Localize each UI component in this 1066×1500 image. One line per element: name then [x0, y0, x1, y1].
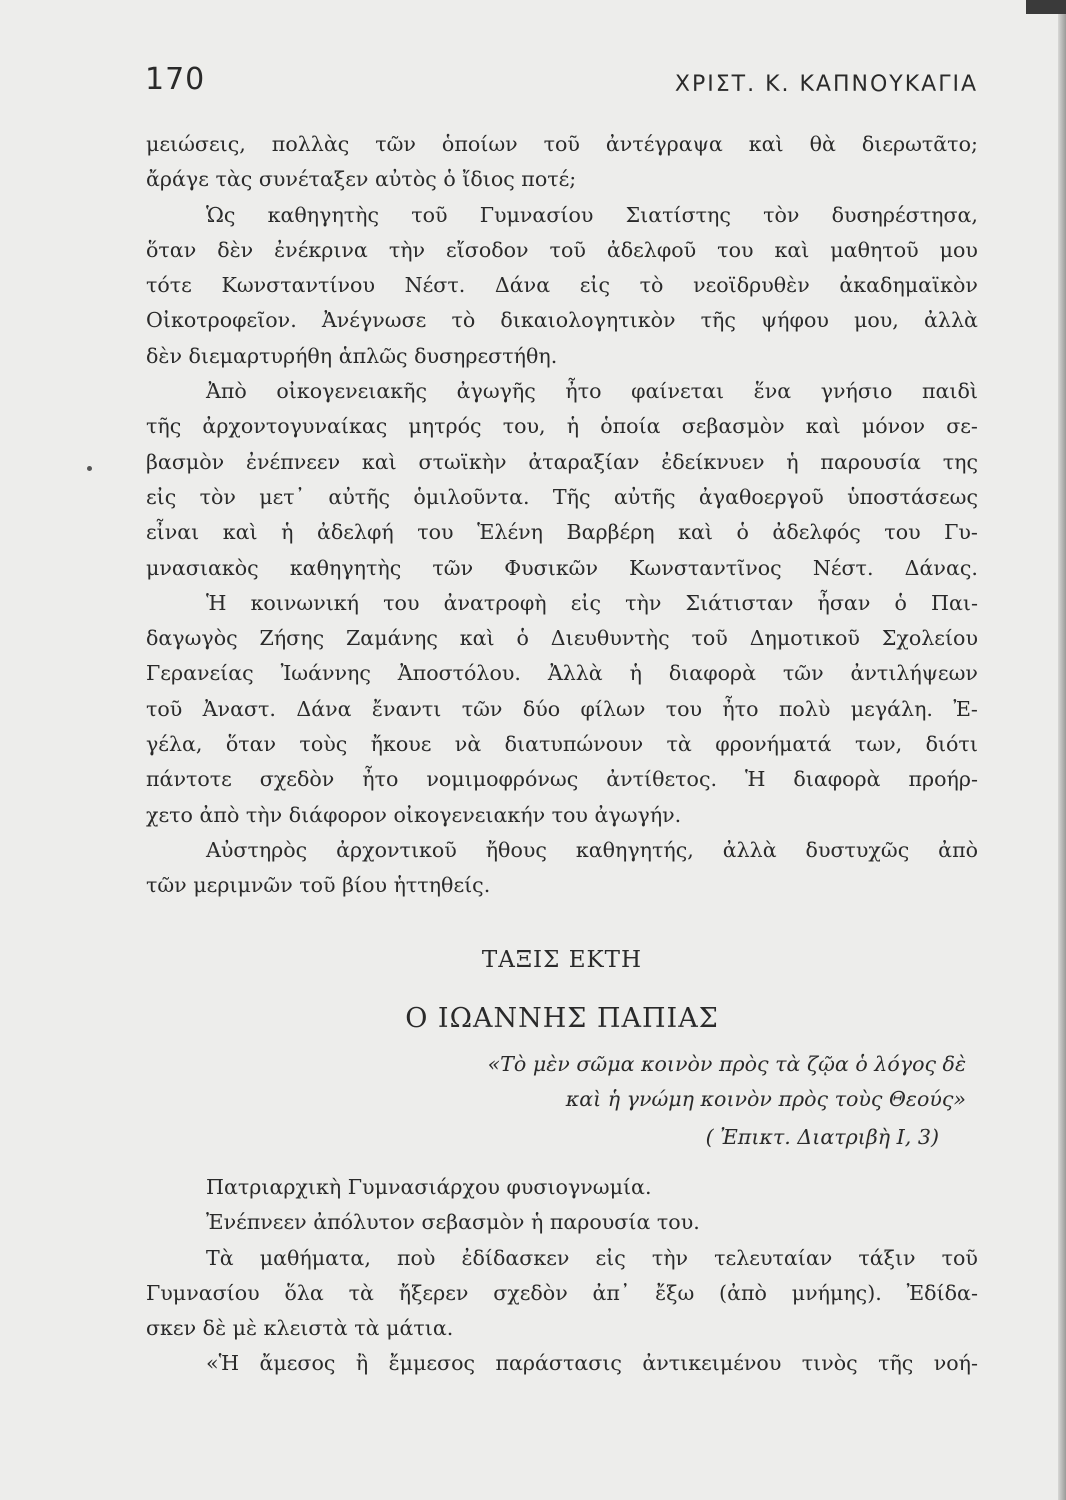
epigraph-line-1: «Τὸ μὲν σῶμα κοινὸν πρὸς τὰ ζῷα ὁ λόγος δὲ	[487, 1052, 966, 1076]
text-line: εἶναι καὶ ἡ ἀδελφή του Ἑλένη Βαρβέρη καὶ ὁ ἀδελφός του Γυ-	[146, 520, 978, 545]
epigraph-line-2: καὶ ἡ γνώμη κοινὸν πρὸς τοὺς Θεούς»	[565, 1087, 966, 1111]
text-line: δὲν διεμαρτυρήθη ἁπλῶς δυσηρεστήθη.	[146, 343, 558, 368]
text-line: ὅταν δὲν ἐνέκρινα τὴν εἴσοδον τοῦ ἀδελφοῦ του καὶ μαθητοῦ μου	[146, 237, 978, 262]
epigraph-source: ( Ἐπικτ. Διατριβὴ Ι, 3)	[705, 1125, 939, 1149]
page-header	[145, 62, 978, 106]
text-line: Τὰ μαθήματα, ποὺ ἐδίδασκεν εἰς τὴν τελευταίαν τάξιν τοῦ	[206, 1245, 978, 1270]
page-corner-mark	[1026, 0, 1066, 14]
text-line: τοῦ Ἀναστ. Δάνα ἔναντι τῶν δύο φίλων του ἦτο πολὺ μεγάλη. Ἐ-	[146, 696, 978, 721]
body-text	[146, 127, 978, 904]
text-line: βασμὸν ἐνέπνεεν καὶ στωϊκὴν ἀταραξίαν ἐδείκνυεν ἡ παρουσία της	[146, 449, 978, 474]
running-head: ΧΡΙΣΤ. Κ. ΚΑΠΝΟΥΚΑΓΙΑ	[674, 72, 978, 97]
text-line: σκεν δὲ μὲ κλειστὰ τὰ μάτια.	[146, 1316, 454, 1341]
text-line: Γυμνασίου ὅλα τὰ ἤξερεν σχεδὸν ἀπ᾿ ἔξω (ἀπὸ μνήμης). Ἐδίδα-	[146, 1280, 978, 1305]
text-line: Ἡ κοινωνική του ἀνατροφὴ εἰς τὴν Σιάτισταν ἦσαν ὁ Παι-	[206, 590, 978, 615]
margin-dot	[87, 466, 92, 471]
text-line: Ὡς καθηγητὴς τοῦ Γυμνασίου Σιατίστης τὸν δυσηρέστησα,	[206, 202, 978, 227]
text-line: τότε Κωνσταντίνου Νέστ. Δάνα εἰς τὸ νεοϊδρυθὲν ἀκαδημαϊκὸν	[146, 273, 978, 298]
text-line: Ἀπὸ οἰκογενειακῆς ἀγωγῆς ἦτο φαίνεται ἕνα γνήσιο παιδὶ	[206, 379, 978, 404]
text-line: δαγωγὸς Ζήσης Ζαμάνης καὶ ὁ Διευθυντὴς τοῦ Δημοτικοῦ Σχολείου	[146, 626, 978, 651]
body-text-2	[146, 1170, 978, 1382]
chapter-title: Ο ΙΩΑΝΝΗΣ ΠΑΠΙΑΣ	[405, 1003, 719, 1034]
section-label: ΤΑΞΙΣ ΕΚΤΗ	[481, 947, 643, 973]
text-line: Γερανείας Ἰωάννης Ἀποστόλου. Ἀλλὰ ἡ διαφορὰ τῶν ἀντιλήψεων	[146, 661, 978, 686]
text-line: ἄράγε τὰς συνέταξεν αὐτὸς ὁ ἴδιος ποτέ;	[146, 167, 577, 192]
text-line: εἰς τὸν μετ᾿ αὐτῆς ὁμιλοῦντα. Τῆς αὐτῆς ἀγαθοεργοῦ ὑποστάσεως	[146, 484, 978, 509]
text-line: Ἐνέπνεεν ἀπόλυτον σεβασμὸν ἡ παρουσία του.	[206, 1210, 700, 1235]
text-line: μειώσεις, πολλὰς τῶν ὁποίων τοῦ ἀντέγραψα καὶ θὰ διερωτᾶτο;	[146, 132, 978, 156]
text-line: γέλα, ὅταν τοὺς ἤκουε νὰ διατυπώνουν τὰ φρονήματά των, διότι	[146, 732, 978, 757]
text-line: πάντοτε σχεδὸν ἦτο νομιμοφρόνως ἀντίθετος. Ἡ διαφορὰ προήρ-	[146, 767, 978, 792]
text-line: Πατριαρχικὴ Γυμνασιάρχου φυσιογνωμία.	[206, 1175, 652, 1199]
text-line: τῆς ἀρχοντογυναίκας μητρός του, ἡ ὁποία σεβασμὸν καὶ μόνον σε-	[146, 414, 978, 439]
text-line: Αὐστηρὸς ἀρχοντικοῦ ἤθους καθηγητής, ἀλλὰ δυστυχῶς ἀπὸ	[206, 837, 978, 862]
page-edge-shadow	[1058, 0, 1066, 1500]
text-line: χετο ἀπὸ τὴν διάφορον οἰκογενειακήν του ἀγωγήν.	[146, 802, 682, 827]
page-number: 170	[145, 62, 206, 97]
text-line: «Ἡ ἄμεσος ἢ ἔμμεσος παράστασις ἀντικειμένου τινὸς τῆς νοή-	[206, 1351, 978, 1376]
text-line: τῶν μεριμνῶν τοῦ βίου ἡττηθείς.	[146, 873, 491, 898]
text-line: μνασιακὸς καθηγητὴς τῶν Φυσικῶν Κωνσταντῖνος Νέστ. Δάνας.	[146, 555, 978, 580]
text-line: Οἰκοτροφεῖον. Ἀνέγνωσε τὸ δικαιολογητικὸν τῆς ψήφου μου, ἀλλὰ	[146, 308, 978, 333]
